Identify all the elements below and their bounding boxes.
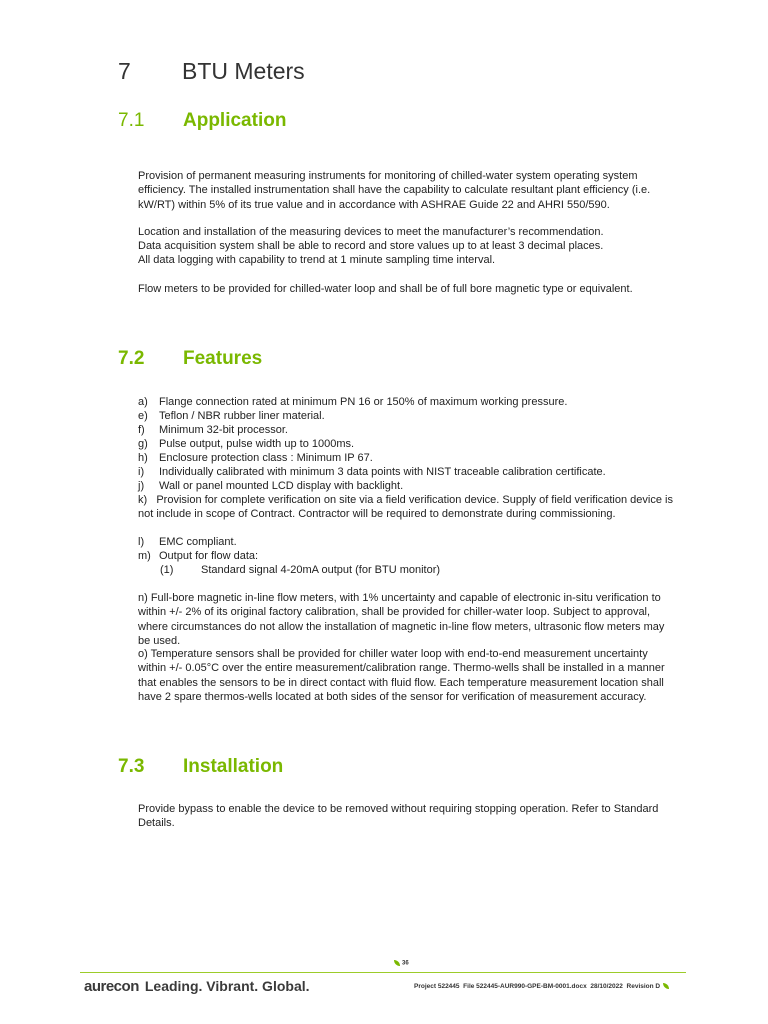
footer-divider	[80, 972, 686, 973]
feature-item	[138, 437, 354, 451]
heading-7-1-number: 7.1	[118, 110, 145, 131]
feature-item	[138, 451, 373, 465]
leaf-icon	[663, 983, 669, 989]
feature-text: Enclosure protection class : Minimum IP 67.	[159, 452, 373, 464]
feature-text: EMC compliant.	[159, 536, 237, 548]
brand-name: aurecon	[84, 978, 139, 995]
footer-date: 28/10/2022	[590, 983, 623, 990]
feature-item	[138, 479, 403, 493]
feature-marker: a)	[138, 396, 148, 408]
section-number: 7	[118, 58, 131, 84]
feature-item	[138, 423, 288, 437]
application-paragraph-2-line-1: Location and installation of the measuring devices to meet the manufacturer’s recommendation.	[138, 226, 604, 238]
section-title: BTU Meters	[182, 58, 305, 84]
page-number-text: 36	[402, 960, 409, 967]
application-paragraph-2-line-2: Data acquisition system shall be able to record and store values up to at least 3 decimal places.	[138, 240, 604, 252]
feature-text: Output for flow data:	[159, 550, 259, 562]
feature-item	[138, 465, 606, 479]
feature-item	[138, 395, 567, 409]
footer-file: File 522445-AUR990-GPE-BM-0001.docx	[463, 983, 587, 990]
footer-project: Project 522445	[414, 983, 460, 990]
feature-item-k: k) Provision for complete verification on site via a field verification device. Supply of field verification device is not include in scope of Contract. Contractor will be required to demonstrate during commissioning.	[138, 494, 673, 521]
feature-marker: f)	[138, 424, 145, 436]
brand-tagline: Leading. Vibrant. Global.	[144, 978, 310, 994]
feature-marker: j)	[138, 480, 145, 492]
feature-marker: h)	[138, 452, 148, 464]
application-paragraph-1: Provision of permanent measuring instruments for monitoring of chilled-water system operating system efficiency. The installed instrumentation shall have the capability to calculate resultant plant efficiency (i.e. kW/RT) within 5% of its true value and in accordance with ASHRAE Guide 22 and AHRI 550/590.	[138, 170, 651, 211]
feature-sub-text: Standard signal 4-20mA output (for BTU monitor)	[201, 564, 441, 576]
feature-text: Flange connection rated at minimum PN 16 or 150% of maximum working pressure.	[159, 396, 568, 408]
feature-marker: g)	[138, 438, 148, 450]
installation-paragraph: Provide bypass to enable the device to be removed without requiring stopping operation. Refer to Standard Details.	[138, 803, 659, 830]
feature-item-l	[138, 535, 237, 549]
feature-text: Wall or panel mounted LCD display with backlight.	[159, 480, 404, 492]
aurecon-logo	[84, 978, 310, 995]
feature-text: Teflon / NBR rubber liner material.	[159, 410, 325, 422]
feature-sub-marker: (1)	[160, 564, 174, 576]
footer-document-info	[414, 983, 669, 990]
heading-7-3-number: 7.3	[118, 756, 145, 777]
application-paragraph-3: Flow meters to be provided for chilled-water loop and shall be of full bore magnetic type or equivalent.	[138, 283, 633, 295]
heading-7-2-number: 7.2	[118, 348, 145, 369]
application-paragraph-2-line-3: All data logging with capability to trend at 1 minute sampling time interval.	[138, 254, 496, 266]
feature-marker: i)	[138, 466, 145, 478]
feature-text: Minimum 32-bit processor.	[159, 424, 288, 436]
heading-7-2-title: Features	[183, 348, 263, 369]
page-number	[394, 960, 409, 967]
feature-text: Individually calibrated with minimum 3 data points with NIST traceable calibration certificate.	[159, 466, 606, 478]
heading-7-1-title: Application	[183, 110, 287, 131]
footer-revision: Revision D	[626, 983, 661, 990]
leaf-icon	[394, 960, 400, 966]
feature-marker: e)	[138, 410, 148, 422]
feature-text: Pulse output, pulse width up to 1000ms.	[159, 438, 355, 450]
heading-7-3-title: Installation	[183, 756, 284, 777]
feature-subitem	[160, 563, 440, 577]
feature-marker: l)	[138, 536, 145, 548]
feature-item	[138, 409, 325, 423]
feature-item-m	[138, 549, 258, 563]
feature-paragraph-o: o) Temperature sensors shall be provided for chiller water loop with end-to-end measurement uncertainty within +/- 0.05°C over the entire measurement/calibration range. Thermo-wells shall be installed in a manner that enables the sensors to be in direct contact with fluid flow. Each temperature measurement location shall have 2 spare thermos-wells located at both sides of the sensor for verification of measurement accuracy.	[138, 648, 665, 704]
feature-paragraph-n: n) Full-bore magnetic in-line flow meters, with 1% uncertainty and capable of electronic in-situ verification to within +/- 2% of its original factory calibration, shall be provided for chiller-water loop. Subject to approval, where circumstances do not allow the installation of magnetic in-line flow meters, ultrasonic flow meters may be used.	[138, 592, 665, 648]
feature-marker: m)	[138, 550, 151, 562]
